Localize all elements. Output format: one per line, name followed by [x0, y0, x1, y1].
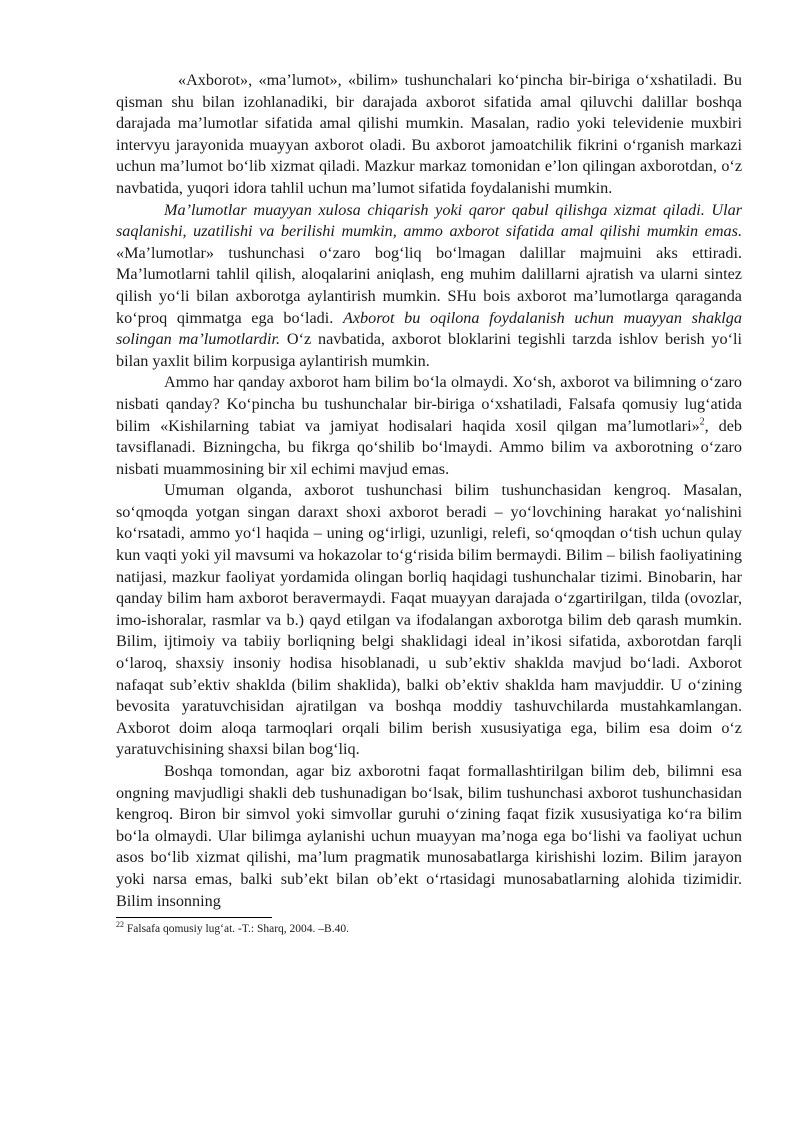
- text-run: O‘z navbatida, axborot bloklarini tegishli tarzda ishlov berish yo‘li bilan yaxlit bilim korpusiga aylantirish mumkin.: [116, 330, 743, 370]
- paragraph: [116, 200, 742, 373]
- paragraph: [116, 480, 742, 761]
- italic-text-run: Axborot bu oqilona foydalanish uchun muayyan shaklga solingan ma’lumotlardir.: [116, 308, 742, 349]
- text-run: Ammo har qanday axborot ham bilim bo‘la olmaydi. Xo‘sh, axborot va bilimning o‘zaro nisbati qanday? Ko‘pincha bu tushunchalar bir-biriga o‘xshatiladi, Falsafa qomusiy lug‘atida bilim «Kishilarning tabiat va jamiyat hodisalari haqida xosil qilgan ma’lumotlari»: [116, 373, 742, 435]
- italic-text-run: Ma’lumotlar muayyan xulosa chiqarish yoki qaror qabul qilishga xizmat qiladi. Ular saqlanishi, uzatilishi va berilishi mumkin, ammo axborot sifatida amal qilishi mumkin emas.: [116, 200, 742, 241]
- footnote-text: Falsafa qomusiy lug‘at. -T.: Sharq, 2004. –B.40.: [124, 923, 349, 936]
- text-run: , deb tavsiflanadi. Bizningcha, bu fikrga qo‘shilib bo‘lmaydi. Ammo bilim va axborotning o‘zaro nisbati muammosining bir xil echimi mavjud emas.: [116, 416, 742, 478]
- footnote-reference: 2: [699, 416, 705, 428]
- text-run: «Ma’lumotlar» tushunchasi o‘zaro bog‘liq bo‘lmagan dalillar majmuini aks ettiradi. Ma’lumotlarni tahlil qilish, aloqalarini aniqlash, eng muhim dalillarni ajratish va ularni sintez qilish yo‘li bilan axborotga aylantirish mumkin. SHu bois axborot ma’lumotlarga qaraganda ko‘proq qimmatga ega bo‘ladi.: [116, 243, 742, 327]
- footnote-mark: 22: [116, 920, 124, 930]
- text-run: «Axborot», «ma’lumot», «bilim» tushunchalari ko‘pincha bir-biriga o‘xshatiladi. Bu qisman shu bilan izohlanadiki, bir darajada axborot sifatida amal qiluvchi dalillar boshqa darajada ma’lumotlar sifatida amal qilishi mumkin. Masalan, radio yoki televidenie muxbiri intervyu jarayonida muayyan axborot oladi. Bu axborot jamoatchilik fikrini o‘rganish markazi uchun ma’lumot bo‘lib xizmat qiladi. Mazkur markaz tomonidan e’lon qilingan axborotdan, o‘z navbatida, yuqori idora tahlil uchun ma’lumot sifatida foydalanishi mumkin.: [116, 71, 742, 197]
- paragraph: [116, 761, 742, 912]
- footnote: [116, 922, 742, 937]
- text-run: Boshqa tomondan, agar biz axborotni faqat formallashtirilgan bilim deb, bilimni esa ongning mavjudligi shakli deb tushunadigan bo‘lsak, bilim tushunchasi axborot tushunchasidan kengroq. Biron bir simvol yoki simvollar guruhi o‘zining faqat fizik xususiyatiga ko‘ra bilim bo‘la olmaydi. Ular bilimga aylanishi uchun muayyan ma’noga ega bo‘lishi va faoliyat uchun asos bo‘lib xizmat qilishi, ma’lum pragmatik munosabatlarga kirishishi lozim. Bilim jarayon yoki narsa emas, balki sub’ekt bilan ob’ekt o‘rtasidagi munosabatlarning alohida tizimidir. Bilim insonning: [116, 762, 742, 910]
- body-text: [116, 70, 742, 912]
- paragraph: [116, 372, 742, 480]
- footnote-separator: [116, 917, 272, 918]
- text-run: Umuman olganda, axborot tushunchasi bilim tushunchasidan kengroq. Masalan, so‘qmoqda yotgan singan daraxt shoxi axborot beradi – yo‘lovchining harakat yo‘nalishini ko‘rsatadi, ammo yo‘l haqida – uning og‘irligi, uzunligi, relefi, so‘qmoqdan o‘tish uchun qulay kun vaqti yoki yil mavsumi va hokazolar to‘g‘risida bilim bermaydi. Bilim – bilish faoliyatining natijasi, mazkur faoliyat yordamida olingan borliq haqidagi tushunchalar tizimi. Binobarin, har qanday bilim ham axborot beravermaydi. Faqat muayyan darajada o‘zgartirilgan, tilda (ovozlar, imo-ishoralar, rasmlar va b.) qayd etilgan va ifodalangan axborotga bilim deb qarash mumkin. Bilim, ijtimoiy va tabiiy borliqning belgi shaklidagi ideal in’ikosi sifatida, axborotdan farqli o‘laroq, shaxsiy insoniy hodisa hisoblanadi, u sub’ektiv shaklda mavjud bo‘ladi. Axborot nafaqat sub’ektiv shaklda (bilim shaklida), balki ob’ektiv shaklda ham mavjuddir. U o‘zining bevosita yaratuvchisidan ajratilgan va boshqa moddiy tashuvchilarda mustahkamlangan. Axborot doim aloqa tarmoqlari orqali bilim berish xususiyatiga ega, bilim esa doim o‘z yaratuvchisining shaxsi bilan bog‘liq.: [116, 481, 742, 759]
- paragraph: [116, 70, 742, 200]
